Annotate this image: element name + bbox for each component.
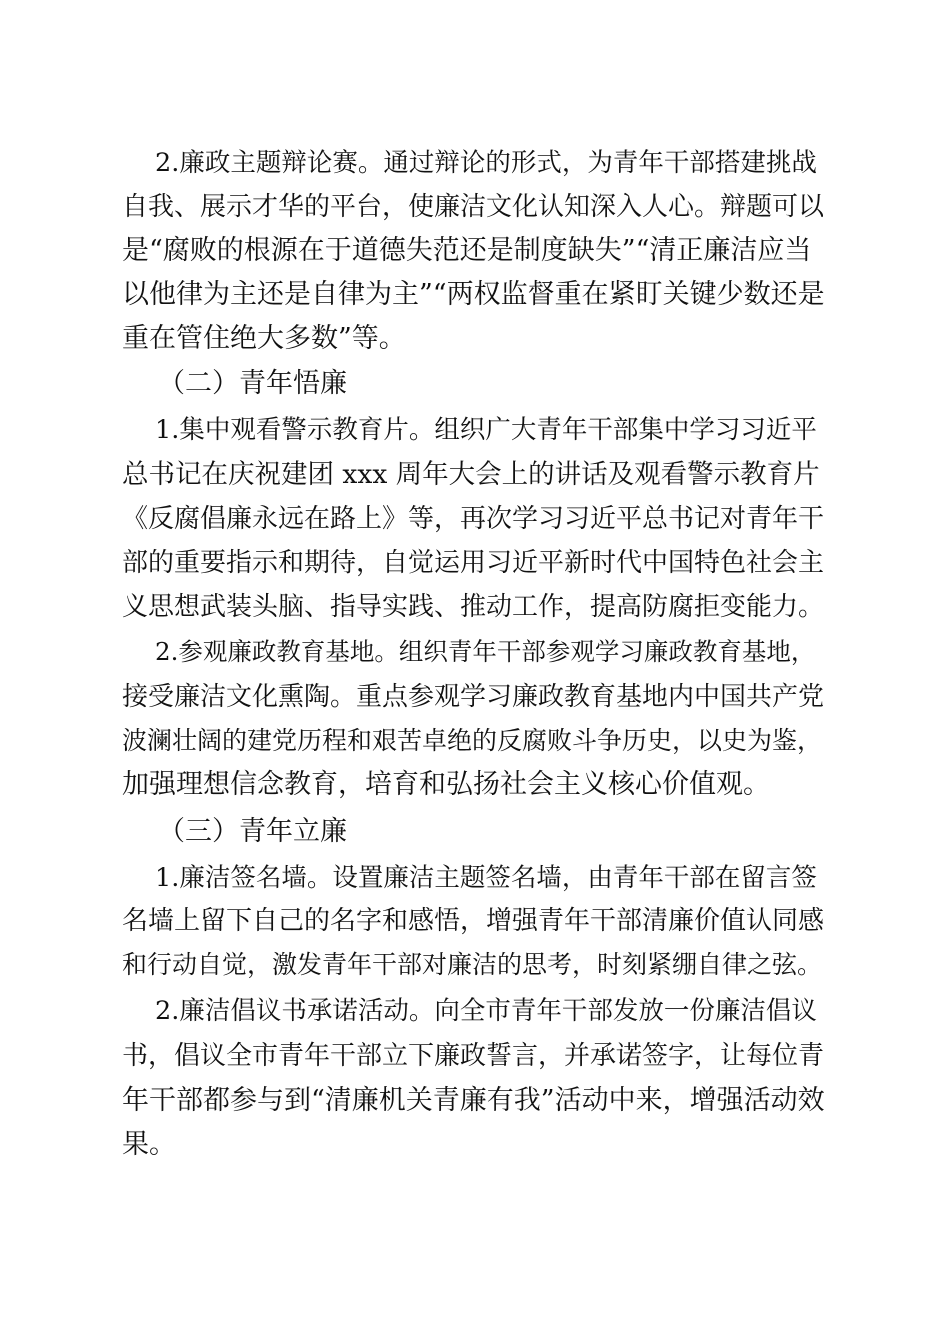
paragraph-signature-wall-line-2: 名墙上留下自己的名字和感悟，增强青年干部清廉价值认同感	[122, 906, 825, 936]
paragraph-debate-line-1: 2.廉政主题辩论赛。通过辩论的形式，为青年干部搭建挑战	[155, 148, 817, 178]
paragraph-education-base-line-2: 接受廉洁文化熏陶。重点参观学习廉政教育基地内中国共产党	[122, 682, 825, 712]
paragraph-warning-film-line-4: 部的重要指示和期待，自觉运用习近平新时代中国特色社会主	[122, 548, 825, 578]
paragraph-education-base-line-3: 波澜壮阔的建党历程和艰苦卓绝的反腐败斗争历史，以史为鉴，	[122, 726, 823, 755]
paragraph-signature-wall-line-1: 1.廉洁签名墙。设置廉洁主题签名墙，由青年干部在留言签	[155, 863, 817, 893]
paragraph-education-base-line-4: 加强理想信念教育，培育和弘扬社会主义核心价值观。	[122, 769, 770, 800]
paragraph-signature-wall-line-3: 和行动自觉，激发青年干部对廉洁的思考，时刻紧绷自律之弦。	[122, 950, 823, 979]
paragraph-debate-line-4: 以他律为主还是自律为主”“两权监督重在紧盯关键少数还是	[122, 279, 825, 310]
section-heading-2: （二）青年悟廉	[158, 368, 347, 399]
paragraph-education-base-line-1: 2.参观廉政教育基地。组织青年干部参观学习廉政教育基地，	[155, 637, 816, 666]
paragraph-warning-film-line-5: 义思想武装头脑、指导实践、推动工作，提高防腐拒变能力。	[122, 592, 825, 622]
paragraph-debate-line-5: 重在管住绝大多数”等。	[122, 323, 406, 354]
paragraph-warning-film-line-3: 《反腐倡廉永远在路上》等，再次学习习近平总书记对青年干	[122, 504, 825, 534]
paragraph-pledge-line-1: 2.廉洁倡议书承诺活动。向全市青年干部发放一份廉洁倡议	[155, 996, 817, 1026]
paragraph-pledge-line-4: 果。	[122, 1129, 176, 1160]
paragraph-pledge-line-3: 年干部都参与到“清廉机关青廉有我”活动中来，增强活动效	[122, 1085, 825, 1116]
paragraph-pledge-line-2: 书，倡议全市青年干部立下廉政誓言，并承诺签字，让每位青	[122, 1041, 825, 1071]
paragraph-debate-line-3: 是“腐败的根源在于道德失范还是制度缺失”“清正廉洁应当	[122, 235, 812, 266]
paragraph-debate-line-2: 自我、展示才华的平台，使廉洁文化认知深入人心。辩题可以	[122, 192, 825, 222]
section-heading-3: （三）青年立廉	[158, 816, 347, 847]
paragraph-warning-film-line-2: 总书记在庆祝建团 xxx 周年大会上的讲话及观看警示教育片	[122, 459, 820, 490]
paragraph-warning-film-line-1: 1.集中观看警示教育片。组织广大青年干部集中学习习近平	[155, 415, 817, 445]
